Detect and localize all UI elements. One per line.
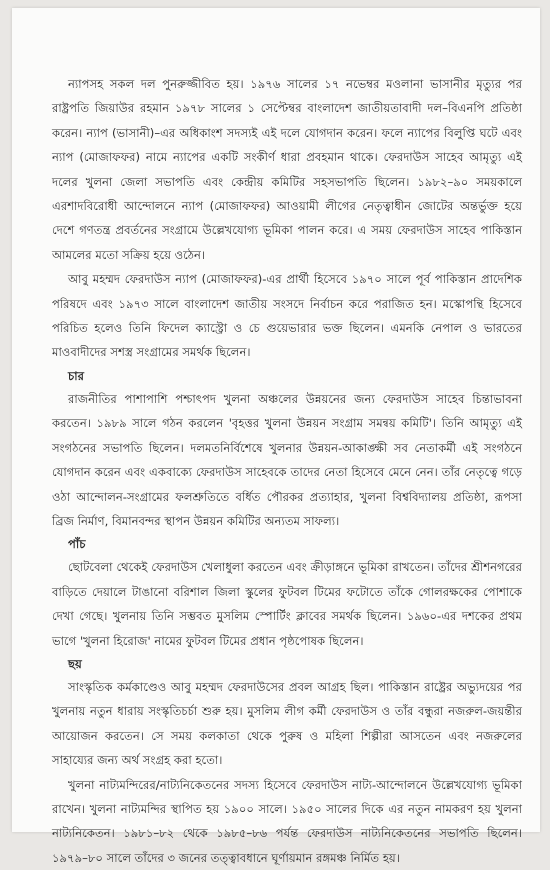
- section-heading: পাঁচ: [68, 537, 86, 552]
- page-text: [52, 72, 522, 870]
- section-heading: ছয়: [68, 656, 82, 671]
- paragraph: ন্যাপসহ সকল দল পুনরুজ্জীবিত হয়। ১৯৭৬ সালের ১৭ নভেম্বর মওলানা ভাসানীর মৃত্যুর পর রাষ্ট্রপতি জিয়াউর রহমান ১৯৭৮ সালের ১ সেপ্টেম্বর বাংলাদেশ জাতীয়তাবাদী দল–বিএনপি প্রতিষ্ঠা করেন। ন্যাপ (ভাসানী)–এর অধিকাংশ সদস্যই এই দলে যোগদান করেন। ফলে ন্যাপের বিলুপ্তি ঘটে এবং ন্যাপ (মোজাফফর) নামে ন্যাপের একটি সংকীর্ণ ধারা প্রবহমান থাকে। ফেরদাউস সাহেব আমৃত্যু এই দলের খুলনা জেলা সভাপতি এবং কেন্দ্রীয় কমিটির সহসভাপতি ছিলেন। ১৯৮২–৯০ সময়কালে এরশাদবিরোধী আন্দোলনে ন্যাপ (মোজাফফর) আওয়ামী লীগের নেতৃত্বাধীন জোটের অন্তর্ভুক্ত হয়ে দেশে গণতন্ত্র প্রবর্তনের সংগ্রামে উল্লেখযোগ্য ভূমিকা পালন করে। এ সময় ফেরদাউস সাহেব পাকিস্তান আমলের মতো সক্রিয় হয়ে ওঠেন।: [52, 77, 522, 262]
- section-heading: চার: [68, 368, 84, 383]
- paragraph: খুলনা নাট্যমন্দিরের/নাট্যনিকেতনের সদস্য হিসেবে ফেরদাউস নাট্য-আন্দোলনে উল্লেখযোগ্য ভূমিকা রাখেন। খুলনা নাট্যমন্দির স্থাপিত হয় ১৯০০ সালে। ১৯৫০ সালের দিকে এর নতুন নামকরণ হয় খুলনা নাট্যনিকেতন। ১৯৮১–৮২ থেকে ১৯৮৫–৮৬ পর্যন্ত ফেরদাউস নাট্যনিকেতনের সভাপতি ছিলেন। ১৯৭৯–৮০ সালে তাঁদের ৩ জনের তত্ত্বাবধানে ঘূর্ণায়মান রঙ্গমঞ্চ নির্মিত হয়।: [52, 777, 522, 865]
- paragraph: সাংস্কৃতিক কর্মকাণ্ডেও আবু মহম্মদ ফেরদাউসের প্রবল আগ্রহ ছিল। পাকিস্তান রাষ্ট্রের অভ্যুদয়ের পর খুলনায় নতুন ধারায় সংস্কৃতিচর্চা শুরু হয়। মুসলিম লীগ কর্মী ফেরদাউস ও তাঁর বন্ধুরা নজরুল-জয়ন্তীর আয়োজন করতেন। সে সময় কলকাতা থেকে পুরুষ ও মহিলা শিল্পীরা আসতেন এবং নজরুলের সাহায্যের জন্য অর্থ সংগ্রহ করা হতো।: [52, 679, 522, 768]
- book-page: [12, 8, 540, 865]
- paragraph: রাজনীতির পাশাপাশি পশ্চাৎপদ খুলনা অঞ্চলের উন্নয়নের জন্য ফেরদাউস সাহেব চিন্তাভাবনা করতেন। ১৯৮৯ সালে গঠন করলেন 'বৃহত্তর খুলনা উন্নয়ন সংগ্রাম সমন্বয় কমিটি'। তিনি আমৃত্যু এই সংগঠনের সভাপতি ছিলেন। দলমতনির্বিশেষে খুলনার উন্নয়ন-আকাঙ্ক্ষী সব নেতাকর্মী এই সংগঠনে যোগদান করেন এবং একবাক্যে ফেরদাউস সাহেবকে তাদের নেতা হিসেবে মেনে নেন। তাঁর নেতৃত্বে গড়ে ওঠা আন্দোলন-সংগ্রামের ফলশ্রুতিতে বর্ধিত পৌরকর প্রত্যাহার, খুলনা বিশ্ববিদ্যালয় প্রতিষ্ঠা, রূপসা ব্রিজ নির্মাণ, বিমানবন্দর স্থাপন উন্নয়ন কমিটির অন্যতম সাফল্য।: [52, 391, 522, 528]
- paragraph: ছোটবেলা থেকেই ফেরদাউস খেলাধুলা করতেন এবং ক্রীড়াঙ্গনে ভূমিকা রাখতেন। তাঁদের শ্রীশনগরের বাড়িতে দেয়ালে টাঙানো বরিশাল জিলা স্কুলের ফুটবল টিমের ফটোতে তাঁকে গোলরক্ষকের পোশাকে দেখা গেছে। খুলনায় তিনি সম্ভবত মুসলিম স্পোর্টিং ক্লাবের সমর্থক ছিলেন। ১৯৬০-এর দশকের প্রথম ভাগে 'খুলনা হিরোজ' নামের ফুটবল টিমের প্রধান পৃষ্ঠপোষক ছিলেন।: [52, 560, 522, 648]
- paragraph: আবু মহম্মদ ফেরদাউস ন্যাপ (মোজাফফর)-এর প্রার্থী হিসেবে ১৯৭০ সালে পূর্ব পাকিস্তান প্রাদেশিক পরিষদে এবং ১৯৭৩ সালে বাংলাদেশ জাতীয় সংসদে নির্বাচন করে পরাজিত হন। মস্কোপন্থি হিসেবে পরিচিত হলেও তিনি ফিদেল ক্যাস্ট্রো ও চে গুয়েভারার ভক্ত ছিলেন। এমনকি নেপাল ও ভারতের মাওবাদীদের সশস্ত্র সংগ্রামের সমর্থক ছিলেন।: [52, 272, 522, 360]
